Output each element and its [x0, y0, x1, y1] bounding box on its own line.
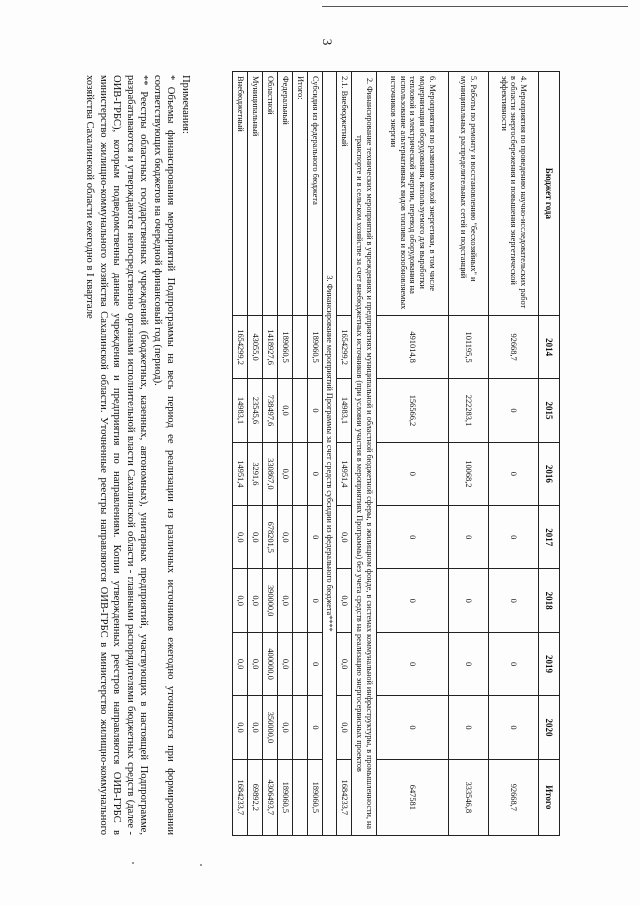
section-heading-3: 3. Финансирование мероприятий Программы за счет средств субсидии из федерального бюджета****	[322, 72, 337, 836]
table-cell: 0	[489, 569, 539, 632]
scan-speck	[200, 864, 202, 866]
table-row	[292, 72, 307, 836]
table-cell: 0,0	[278, 696, 293, 759]
table-cell	[292, 379, 307, 442]
table-cell: 0	[489, 506, 539, 569]
table-cell	[292, 506, 307, 569]
table-cell: 92668,7	[489, 315, 539, 378]
table-cell: 189060,5	[278, 315, 293, 378]
header-cell: Бюджет года	[539, 72, 560, 316]
table-cell: 0,0	[337, 506, 352, 569]
table-row	[248, 72, 263, 836]
table-cell: 647581	[377, 759, 449, 835]
table-cell: 0	[449, 569, 489, 632]
table-cell: 738497,6	[263, 379, 278, 442]
table-cell: 0	[449, 696, 489, 759]
table-cell: 0	[377, 632, 449, 695]
table-row	[449, 72, 489, 836]
table-cell: 0,0	[233, 506, 248, 569]
table-cell	[292, 759, 307, 835]
note-paragraph: ** Реестры областных государственных учреждений (бюджетных, казенных, автономных), унитарных предприятий, участвующих в настоящей Подпрограмме, разрабатываются и утверждаются непосредственно органами исполнительной власти Сахалинской области - главными распорядителями бюджетных средств (далее - ОИВ-ГРБС), которым подведомственны данные учреждения и предприятия по направлениям. Копии утвержденных реестров направляются ОИВ-ГРБС в министерство жилищно-коммунального хозяйства Сахалинской области. Уточненные реестры направляются ОИВ-ГРБС в министерство жилищно-коммунального хозяйства Сахалинской области ежегодно в I квартале	[84, 75, 150, 835]
table-cell: 0,0	[248, 569, 263, 632]
section-row	[352, 72, 377, 836]
table-cell: 333546,8	[449, 759, 489, 835]
table-cell: 0,0	[278, 442, 293, 505]
table-row	[377, 72, 449, 836]
page-number: 3	[320, 38, 335, 46]
table-cell: 14983,1	[337, 379, 352, 442]
table-cell: 101195,5	[449, 315, 489, 378]
table-cell: 189060,5	[307, 759, 322, 835]
table-cell: 0,0	[233, 696, 248, 759]
table-cell: 678201,5	[263, 506, 278, 569]
itogo-label: Итого:	[292, 72, 307, 316]
table-cell: 0,0	[337, 632, 352, 695]
table-cell	[292, 696, 307, 759]
header-cell: 2020	[539, 696, 560, 759]
table-row	[278, 72, 293, 836]
table-cell	[292, 315, 307, 378]
section-row	[322, 72, 337, 836]
rotated-page	[50, 45, 590, 855]
table-cell: 1654299,2	[337, 315, 352, 378]
table-cell: 0	[449, 632, 489, 695]
table-cell: 4306493,7	[263, 759, 278, 835]
table-cell: 0,0	[233, 632, 248, 695]
table-cell: 0,0	[233, 569, 248, 632]
table-cell: 0	[307, 569, 322, 632]
table-cell: 350000,0	[263, 696, 278, 759]
table-cell: 0	[307, 379, 322, 442]
table-cell: 0	[377, 442, 449, 505]
table-cell: 14983,1	[233, 379, 248, 442]
header-cell: 2014	[539, 315, 560, 378]
table-cell: 330867,0	[263, 442, 278, 505]
table-cell: 0,0	[248, 506, 263, 569]
table-cell: 0,0	[248, 696, 263, 759]
notes-block	[83, 75, 192, 835]
scan-speck	[132, 862, 134, 864]
row-label: 4. Мероприятия по проведению научно-исследовательских работ в области энергосбережения и повышения энергетической эффективности	[489, 72, 539, 316]
row-label: Федеральный	[278, 72, 293, 316]
row-label: 2.1. Внебюджетный	[337, 72, 352, 316]
rotated-content	[50, 45, 590, 855]
section-heading-2: 2. Финансирование технических мероприятий в учреждениях и предприятиях муниципальной и областной бюджетной сферы, в жилищном фонде, в системах коммунальной инфраструктуры, в промышленности, на транспорте и в сельском хозяйстве за счет внебюджетных источников (при условии участия в мероприятиях Программы) без учета средств на реализацию энергосервисных проектов	[352, 72, 377, 836]
table-cell: 0	[449, 506, 489, 569]
table-row	[233, 72, 248, 836]
table-cell: 0,0	[278, 506, 293, 569]
table-cell: 0	[489, 696, 539, 759]
header-cell: 2019	[539, 632, 560, 695]
table-cell: 0	[307, 506, 322, 569]
top-rule	[322, 6, 628, 7]
notes-title: Примечания:	[180, 75, 191, 134]
table-row	[489, 72, 539, 836]
header-cell: 2017	[539, 506, 560, 569]
table-cell: 222283,1	[449, 379, 489, 442]
row-label: Областной	[263, 72, 278, 316]
table-cell: 1684233,7	[337, 759, 352, 835]
table-cell: 10068,2	[449, 442, 489, 505]
table-cell: 69892,2	[248, 759, 263, 835]
table-cell: 1684233,7	[233, 759, 248, 835]
table-cell: 189060,5	[307, 315, 322, 378]
table-cell: 0,0	[278, 632, 293, 695]
table-cell: 0	[377, 569, 449, 632]
row-label: 5. Работы по ремонту и восстановлению "бесхозяйных" и муниципальных распределительных сетей и подстанций	[449, 72, 489, 316]
table-cell: 14951,4	[233, 442, 248, 505]
table-cell: 14951,4	[337, 442, 352, 505]
table-cell: 0	[307, 442, 322, 505]
table-cell: 0,0	[248, 632, 263, 695]
note-paragraph: * Объемы финансирования мероприятий Подпрограммы на весь период ее реализации из различных источников ежегодно уточняются при формировании соответствующих бюджетов на очередной финансовый год (период).	[151, 75, 177, 835]
table-cell: 0	[377, 506, 449, 569]
budget-table	[232, 71, 560, 836]
table-cell: 43055,0	[248, 315, 263, 378]
table-cell: 3291,6	[248, 442, 263, 505]
table-cell: 156566,2	[377, 379, 449, 442]
table-cell: 390000,0	[263, 569, 278, 632]
table-header-row	[539, 72, 560, 836]
table-cell: 0	[307, 696, 322, 759]
table-cell: 92668,7	[489, 759, 539, 835]
table-cell: 23545,6	[248, 379, 263, 442]
table-cell: 0,0	[337, 696, 352, 759]
table-cell: 0	[377, 696, 449, 759]
table-cell: 0	[489, 442, 539, 505]
table-cell: 0	[489, 379, 539, 442]
table-cell: 0,0	[278, 379, 293, 442]
table-row	[263, 72, 278, 836]
table-row	[307, 72, 322, 836]
table-cell: 1654299,2	[233, 315, 248, 378]
table-cell	[292, 632, 307, 695]
table-cell	[292, 442, 307, 505]
row-label: Муниципальный	[248, 72, 263, 316]
header-cell: Итого	[539, 759, 560, 835]
row-label: Субсидия из федерального бюджета	[307, 72, 322, 316]
row-label: Внебюджетный	[233, 72, 248, 316]
table-cell: 1418927,6	[263, 315, 278, 378]
table-cell: 400000,0	[263, 632, 278, 695]
table-cell: 0	[307, 632, 322, 695]
row-label: 6. Мероприятия по развитию малой энергетики, в том числе модернизация оборудования, используемого для выработки тепловой и электрической энергии, перевод оборудования на использование альтернативных видов топлива и возобновляемых источников энергии	[377, 72, 449, 316]
table-cell: 0	[489, 632, 539, 695]
header-cell: 2015	[539, 379, 560, 442]
table-cell: 189060,5	[278, 759, 293, 835]
header-cell: 2018	[539, 569, 560, 632]
table-cell: 491014,8	[377, 315, 449, 378]
table-cell	[292, 569, 307, 632]
table-cell: 0,0	[278, 569, 293, 632]
table-row	[337, 72, 352, 836]
table-cell: 0,0	[337, 569, 352, 632]
header-cell: 2016	[539, 442, 560, 505]
